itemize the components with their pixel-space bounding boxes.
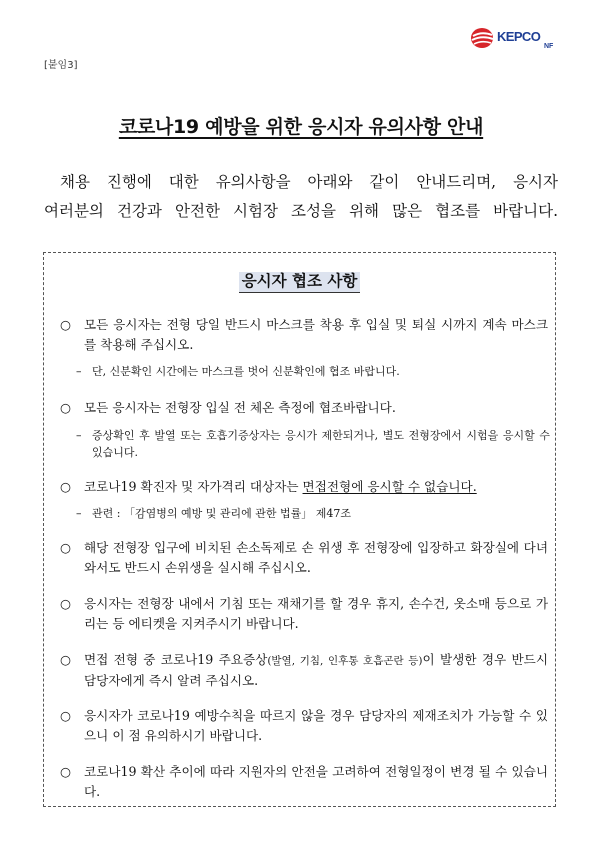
notice-sub-text: 증상확인 후 발열 또는 호흡기증상자는 응시가 제한되거나, 별도 전형장에서 시험을 응시할 수 있습니다.: [92, 429, 550, 459]
notice-item-text-part: 면접 전형 중 코로나19 주요증상: [84, 652, 268, 667]
notice-item-sanitizer: [60, 538, 548, 578]
notice-box: [43, 252, 556, 807]
notice-item-text: 코로나19 확산 추이에 따라 지원자의 안전을 고려하여 전형일정이 변경 될 수 있습니다.: [84, 764, 548, 799]
intro-line-1: 채용 진행에 대한 유의사항을 아래와 같이 안내드리며, 응시자: [60, 173, 558, 191]
company-logo: [470, 27, 562, 53]
bullet-circle-icon: ○: [60, 479, 71, 494]
dash-icon: –: [76, 507, 82, 520]
logo-sub-text: NF: [544, 43, 554, 50]
bullet-circle-icon: ○: [60, 596, 71, 611]
notice-item-small-text: (발열, 기침, 인후통 호흡곤란 등): [267, 655, 423, 667]
dash-icon: –: [76, 429, 82, 442]
notice-box-title-text: 응시자 협조 사항: [239, 272, 361, 293]
kepco-logo-icon: [470, 27, 496, 49]
notice-sub-item: [76, 363, 550, 380]
notice-sub-text: 단, 신분확인 시간에는 마스크를 벗어 신분확인에 협조 바랍니다.: [92, 365, 400, 378]
notice-box-title: [44, 269, 555, 291]
dash-icon: –: [76, 365, 82, 378]
notice-item-text-part: 이 발생한 경우 반드시 담당자에게 즉시 알려 주십시오.: [84, 652, 548, 688]
bullet-circle-icon: ○: [60, 540, 71, 555]
notice-item-underlined-text: 면접전형에 응시할 수 없습니다.: [302, 479, 477, 494]
notice-item-temperature: [60, 398, 548, 418]
notice-item-text: 해당 전형장 입구에 비치된 손소독제로 손 위생 후 전형장에 입장하고 화장실에 다녀와서도 반드시 손위생을 실시해 주십시오.: [84, 540, 548, 575]
bullet-circle-icon: ○: [60, 400, 71, 415]
notice-item-text-part: 코로나19 확진자 및 자가격리 대상자는: [84, 479, 303, 494]
notice-item-sanctions: [60, 706, 548, 746]
notice-item-confirmed: [60, 477, 548, 497]
notice-item-text: [84, 650, 548, 691]
page-title-text: 코로나19 예방을 위한 응시자 유의사항 안내: [118, 116, 484, 138]
bullet-circle-icon: ○: [60, 764, 71, 779]
notice-item-etiquette: [60, 594, 548, 634]
notice-item-text: 모든 응시자는 전형 당일 반드시 마스크를 착용 후 입실 및 퇴실 시까지 계속 마스크를 착용해 주십시오.: [84, 317, 548, 352]
page-title: [0, 112, 602, 139]
logo-text: KEPCO: [497, 29, 541, 44]
notice-item-symptoms: [60, 650, 548, 691]
bullet-circle-icon: ○: [60, 708, 71, 723]
notice-item-mask: [60, 315, 548, 355]
notice-item-schedule: [60, 762, 548, 802]
notice-sub-text: 관련 : 「감염병의 예방 및 관리에 관한 법률」 제47조: [92, 507, 351, 520]
intro-line-2: 여러분의 건강과 안전한 시험장 조성을 위해 많은 협조를 바랍니다.: [44, 202, 558, 220]
notice-sub-item: [76, 427, 550, 461]
notice-item-text: 모든 응시자는 전형장 입실 전 체온 측정에 협조바랍니다.: [84, 400, 396, 415]
notice-item-text: 응시자는 전형장 내에서 기침 또는 재채기를 할 경우 휴지, 손수건, 옷소매 등으로 가리는 등 에티켓을 지켜주시기 바랍니다.: [84, 596, 548, 631]
intro-paragraph: [44, 168, 558, 226]
bullet-circle-icon: ○: [60, 317, 71, 332]
attachment-label: [붙임3]: [44, 60, 78, 71]
bullet-circle-icon: ○: [60, 652, 71, 667]
notice-sub-item: [76, 505, 550, 522]
notice-item-text: [84, 477, 548, 497]
notice-item-text: 응시자가 코로나19 예방수칙을 따르지 않을 경우 담당자의 제재조치가 가능할 수 있으니 이 점 유의하시기 바랍니다.: [84, 708, 548, 743]
